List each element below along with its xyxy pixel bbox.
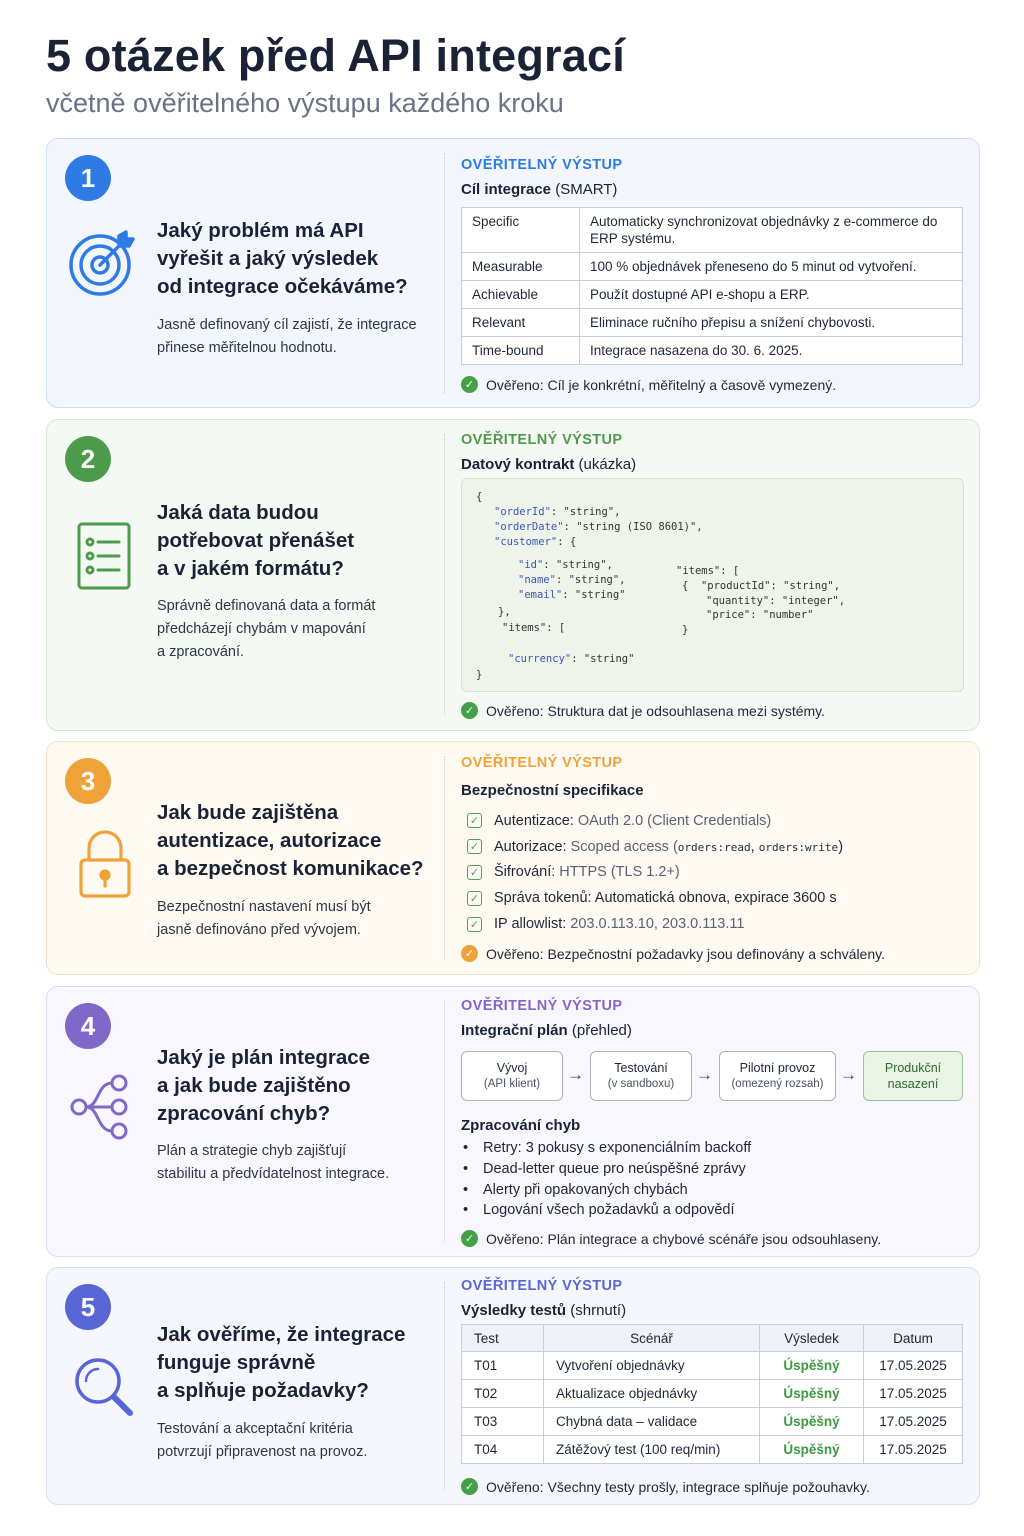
checkbox-checked-icon: ✓ bbox=[467, 917, 482, 932]
table-row: T01 Vytvoření objednávky Úspěšný 17.05.2025 bbox=[462, 1352, 963, 1380]
smart-table bbox=[461, 207, 963, 365]
table-row: Measurable 100 % objednávek přeneseno do 5 minut od vytvoření. bbox=[462, 253, 963, 281]
output-label: OVĚŘITELNÝ VÝSTUP bbox=[461, 432, 623, 448]
output-title: Cíl integrace (SMART) bbox=[461, 181, 618, 198]
lock-icon bbox=[77, 830, 133, 905]
check-circle-icon: ✓ bbox=[461, 1478, 478, 1495]
step-card-1 bbox=[46, 138, 980, 408]
column-divider bbox=[444, 434, 445, 716]
checkbox-checked-icon: ✓ bbox=[467, 891, 482, 906]
output-label: OVĚŘITELNÝ VÝSTUP bbox=[461, 157, 623, 173]
check-circle-icon: ✓ bbox=[461, 376, 478, 393]
errors-title: Zpracování chyb bbox=[461, 1117, 581, 1134]
arrow-right-icon: → bbox=[696, 1065, 713, 1084]
verified-note: ✓ Ověřeno: Bezpečnostní požadavky jsou definovány a schváleny. bbox=[461, 945, 885, 962]
step-number-badge: 4 bbox=[65, 1003, 111, 1049]
flow-step: Vývoj (API klient) bbox=[461, 1051, 563, 1101]
table-row: Time-bound Integrace nasazena do 30. 6. 2025. bbox=[462, 337, 963, 365]
output-title: Datový kontrakt (ukázka) bbox=[461, 456, 637, 473]
verified-note: ✓ Ověřeno: Všechny testy prošly, integrace splňuje požouhavky. bbox=[461, 1478, 870, 1495]
flow-step: Produkční nasazení bbox=[863, 1051, 963, 1101]
step-description: Bezpečnostní nastavení musí být jasně definováno před vývojem. bbox=[157, 899, 371, 938]
step-number-badge: 2 bbox=[65, 436, 111, 482]
check-circle-icon: ✓ bbox=[461, 702, 478, 719]
list-item: • Alerty při opakovaných chybách bbox=[461, 1182, 751, 1203]
verified-note: ✓ Ověřeno: Plán integrace a chybové scénáře jsou odsouhlaseny. bbox=[461, 1230, 881, 1247]
step-card-2 bbox=[46, 419, 980, 731]
integration-flow bbox=[461, 1051, 964, 1109]
output-label: OVĚŘITELNÝ VÝSTUP bbox=[461, 755, 623, 771]
security-list bbox=[467, 808, 843, 937]
check-circle-icon: ✓ bbox=[461, 1230, 478, 1247]
output-title: Integrační plán (přehled) bbox=[461, 1022, 632, 1039]
page-title: 5 otázek před API integrací bbox=[46, 30, 625, 81]
table-row: T03 Chybná data – validace Úspěšný 17.05.2025 bbox=[462, 1408, 963, 1436]
column-divider bbox=[444, 756, 445, 960]
step-number-badge: 3 bbox=[65, 758, 111, 804]
verified-note: ✓ Ověřeno: Struktura dat je odsouhlasena mezi systémy. bbox=[461, 702, 825, 719]
checkbox-checked-icon: ✓ bbox=[467, 813, 482, 828]
data-contract-code: { "orderId": "string", "orderDate": "string (ISO 8601)", "customer": { "id": "string", "name": "string", "email": "string" }, "items": [ "currency": "string" } "items": [ { "productId": "string", "quantity": "integer", "price": "number" } bbox=[461, 478, 964, 692]
step-card-5 bbox=[46, 1267, 980, 1505]
output-title: Bezpečnostní specifikace bbox=[461, 782, 644, 799]
check-circle-icon: ✓ bbox=[461, 945, 478, 962]
column-divider bbox=[444, 153, 445, 393]
test-results-table bbox=[461, 1324, 963, 1464]
step-question: Jaký je plán integrace a jak bude zajištěno zpracování chyb? bbox=[157, 1046, 371, 1125]
step-description: Správně definovaná data a formát předcházejí chybám v mapování a zpracování. bbox=[157, 598, 376, 660]
arrow-right-icon: → bbox=[567, 1065, 584, 1084]
step-description: Plán a strategie chyb zajišťují stabilitu a předvídatelnost integrace. bbox=[157, 1143, 390, 1182]
table-row: Specific Automaticky synchronizovat objednávky z e-commerce do ERP systému. bbox=[462, 208, 963, 253]
table-row: Achievable Použít dostupné API e-shopu a ERP. bbox=[462, 281, 963, 309]
step-number-badge: 1 bbox=[65, 155, 111, 201]
list-item: • Retry: 3 pokusy s exponenciálním backoff bbox=[461, 1140, 751, 1161]
step-number-badge: 5 bbox=[65, 1284, 111, 1330]
output-title: Výsledky testů (shrnutí) bbox=[461, 1302, 627, 1319]
step-card-3 bbox=[46, 741, 980, 975]
step-question: Jak bude zajištěna autentizace, autorizace a bezpečnost komunikace? bbox=[157, 801, 424, 880]
output-label: OVĚŘITELNÝ VÝSTUP bbox=[461, 998, 623, 1014]
checkbox-checked-icon: ✓ bbox=[467, 839, 482, 854]
column-divider bbox=[444, 1282, 445, 1490]
page-subtitle: včetně ověřitelného výstupu každého kroku bbox=[46, 88, 564, 118]
step-description: Testování a akceptační kritéria potvrzují připravenost na provoz. bbox=[157, 1421, 368, 1460]
arrow-right-icon: → bbox=[840, 1065, 857, 1084]
step-description: Jasně definovaný cíl zajistí, že integrace přinese měřitelnou hodnotu. bbox=[157, 317, 417, 356]
checkbox-checked-icon: ✓ bbox=[467, 865, 482, 880]
list-item: • Logování všech požadavků a odpovědí bbox=[461, 1202, 751, 1223]
target-icon bbox=[67, 227, 137, 302]
step-card-4 bbox=[46, 986, 980, 1257]
table-row: T04 Zátěžový test (100 req/min) Úspěšný 17.05.2025 bbox=[462, 1436, 963, 1464]
column-divider bbox=[444, 1001, 445, 1242]
output-label: OVĚŘITELNÝ VÝSTUP bbox=[461, 1278, 623, 1294]
flow-step: Pilotní provoz (omezený rozsah) bbox=[719, 1051, 836, 1101]
checklist-icon bbox=[75, 520, 133, 597]
flow-step: Testování (v sandboxu) bbox=[590, 1051, 692, 1101]
flow-nodes-icon bbox=[69, 1073, 131, 1146]
step-question: Jaká data budou potřebovat přenášet a v jakém formátu? bbox=[157, 501, 355, 580]
list-item: ✓ Autentizace: OAuth 2.0 (Client Credentials) bbox=[467, 808, 843, 834]
list-item: ✓ IP allowlist: 203.0.113.10, 203.0.113.11 bbox=[467, 911, 843, 937]
errors-list bbox=[461, 1140, 751, 1223]
step-question: Jak ověříme, že integrace funguje správně a splňuje požadavky? bbox=[157, 1323, 406, 1402]
table-header-row: Test Scénář Výsledek Datum bbox=[462, 1325, 963, 1352]
list-item: ✓ Šifrování: HTTPS (TLS 1.2+) bbox=[467, 860, 843, 886]
list-item: ✓ Správa tokenů: Automatická obnova, expirace 3600 s bbox=[467, 885, 843, 911]
table-row: Relevant Eliminace ručního přepisu a snížení chybovosti. bbox=[462, 309, 963, 337]
list-item: • Dead-letter queue pro neúspěšné zprávy bbox=[461, 1161, 751, 1182]
magnifier-icon bbox=[73, 1356, 135, 1423]
table-row: T02 Aktualizace objednávky Úspěšný 17.05.2025 bbox=[462, 1380, 963, 1408]
step-question: Jaký problém má API vyřešit a jaký výsledek od integrace očekáváme? bbox=[157, 219, 408, 298]
list-item: ✓ Autorizace: Scoped access (orders:read, orders:write) bbox=[467, 834, 843, 860]
verified-note: ✓ Ověřeno: Cíl je konkrétní, měřitelný a časově vymezený. bbox=[461, 376, 836, 393]
